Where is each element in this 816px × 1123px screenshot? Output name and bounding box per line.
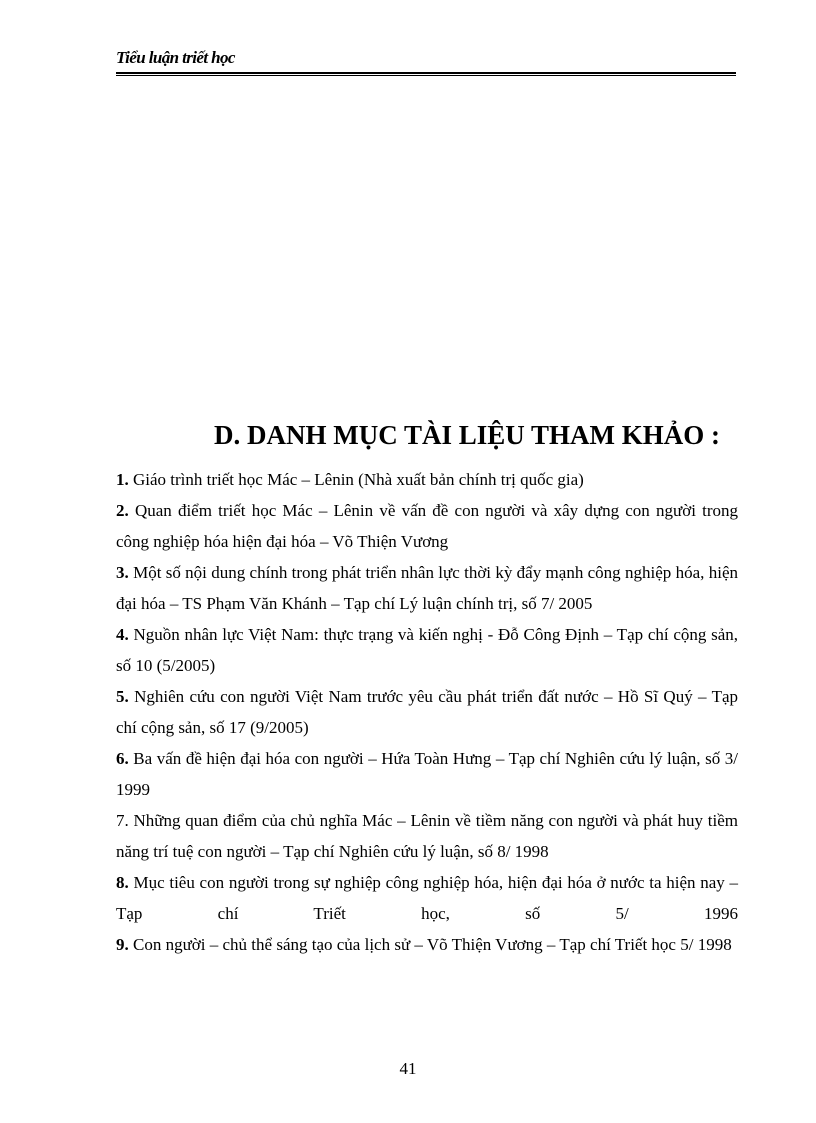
reference-item-9: 9. Con người – chủ thể sáng tạo của lịch sử – Võ Thiện Vương – Tạp chí Triết học 5/ 1998 (116, 935, 732, 954)
reference-item-7: 7. Những quan điểm của chủ nghĩa Mác – Lênin về tiềm năng con người và phát huy tiềm năng trí tuệ con người – Tạp chí Nghiên cứu lý luận, số 8/ 1998 (116, 811, 738, 861)
reference-text: Con người – chủ thể sáng tạo của lịch sử – Võ Thiện Vương – Tạp chí Triết học 5/ 1998 (128, 935, 732, 954)
reference-number: 1 (116, 470, 125, 489)
reference-item-1: 1. Giáo trình triết học Mác – Lênin (Nhà xuất bản chính trị quốc gia) (116, 470, 584, 489)
reference-text: Nghiên cứu con người Việt Nam trước yêu cầu phát triển đất nước – Hồ Sĩ Quý – Tạp chí cộng sản, số 17 (9/2005) (116, 687, 738, 737)
reference-number: 7 (116, 811, 125, 830)
reference-list (116, 464, 738, 960)
reference-item-8: 8. Mục tiêu con người trong sự nghiệp công nghiệp hóa, hiện đại hóa ở nước ta hiện nay – Tạp chí Triết học, số 5/ 1996 (116, 873, 738, 923)
reference-number: 3 (116, 563, 125, 582)
reference-number: 2 (116, 501, 125, 520)
page-number: 41 (399, 1059, 417, 1078)
reference-number: 8 (116, 873, 125, 892)
running-header-title: Tiểu luận triết học (116, 48, 235, 67)
reference-item-5: 5. Nghiên cứu con người Việt Nam trước yêu cầu phát triển đất nước – Hồ Sĩ Quý – Tạp chí cộng sản, số 17 (9/2005) (116, 687, 738, 737)
reference-text: Một số nội dung chính trong phát triển nhân lực thời kỳ đẩy mạnh công nghiệp hóa, hiện đại hóa – TS Phạm Văn Khánh – Tạp chí Lý luận chính trị, số 7/ 2005 (116, 563, 738, 613)
reference-item-6: 6. Ba vấn đề hiện đại hóa con người – Hứa Toàn Hưng – Tạp chí Nghiên cứu lý luận, số 3/ 1999 (116, 749, 738, 799)
reference-text: Quan điểm triết học Mác – Lênin về vấn đề con người và xây dựng con người trong công nghiệp hóa hiện đại hóa – Võ Thiện Vương (116, 501, 738, 551)
reference-number: 4 (116, 625, 125, 644)
reference-text: Ba vấn đề hiện đại hóa con người – Hứa Toàn Hưng – Tạp chí Nghiên cứu lý luận, số 3/ 1999 (116, 749, 738, 799)
header-divider (116, 72, 736, 76)
reference-item-2: 2. Quan điểm triết học Mác – Lênin về vấn đề con người và xây dựng con người trong công nghiệp hóa hiện đại hóa – Võ Thiện Vương (116, 501, 738, 551)
reference-text: Mục tiêu con người trong sự nghiệp công nghiệp hóa, hiện đại hóa ở nước ta hiện nay – Tạp chí Triết học, số 5/ 1996 (116, 873, 738, 923)
reference-number: 9 (116, 935, 125, 954)
reference-text: Giáo trình triết học Mác – Lênin (Nhà xuất bản chính trị quốc gia) (128, 470, 584, 489)
section-title: D. DANH MỤC TÀI LIỆU THAM KHẢO : (214, 420, 721, 450)
reference-text: Nguồn nhân lực Việt Nam: thực trạng và kiến nghị - Đỗ Công Định – Tạp chí cộng sản, số 10 (5/2005) (116, 625, 738, 675)
reference-number: 5 (116, 687, 125, 706)
reference-number: 6 (116, 749, 125, 768)
reference-item-3: 3. Một số nội dung chính trong phát triển nhân lực thời kỳ đẩy mạnh công nghiệp hóa, hiện đại hóa – TS Phạm Văn Khánh – Tạp chí Lý luận chính trị, số 7/ 2005 (116, 563, 738, 613)
reference-text: Những quan điểm của chủ nghĩa Mác – Lênin về tiềm năng con người và phát huy tiềm năng trí tuệ con người – Tạp chí Nghiên cứu lý luận, số 8/ 1998 (116, 811, 738, 861)
reference-item-4: 4. Nguồn nhân lực Việt Nam: thực trạng và kiến nghị - Đỗ Công Định – Tạp chí cộng sản, số 10 (5/2005) (116, 625, 738, 675)
